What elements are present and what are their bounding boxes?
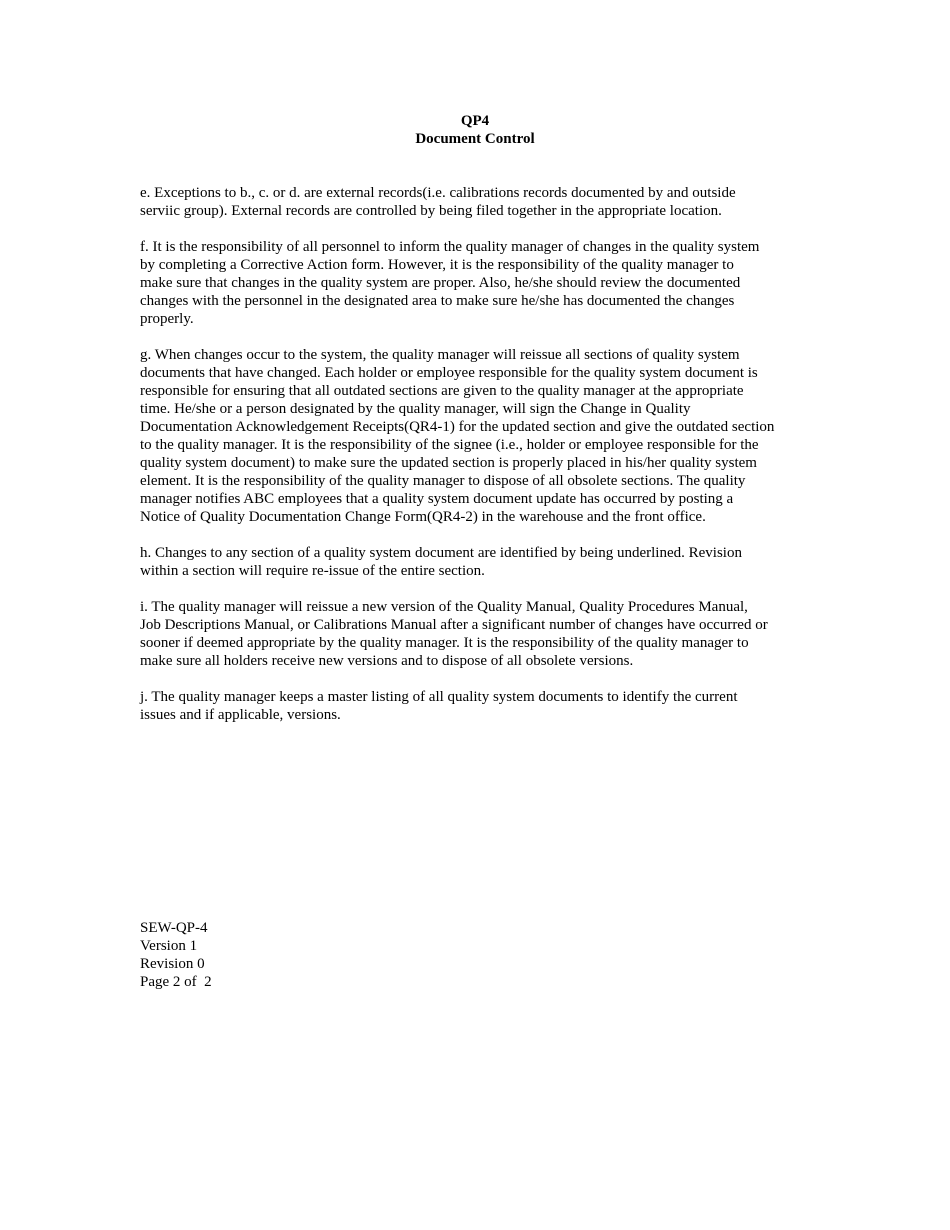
footer-revision: Revision 0 (140, 956, 205, 972)
footer-version: Version 1 (140, 938, 198, 954)
document-footer (140, 919, 212, 991)
paragraph-g: g. When changes occur to the system, the quality manager will reissue all sections of quality system documents that have changed. Each holder or employee responsible for the quality system document is responsible for ensuring that all outdated sections are given to the quality manager at the appropriate time. He/she or a person designated by the quality manager, will sign the Change in Quality Documentation Acknowledgement Receipts(QR4-1) for the updated section and give the outdated section to the quality manager. It is the responsibility of the signee (i.e., holder or employee responsible for the quality system document) to make sure the updated section is properly placed in his/her quality system element. It is the responsibility of the quality manager to dispose of all obsolete sections. The quality manager notifies ABC employees that a quality system document update has occurred by posting a Notice of Quality Documentation Change Form(QR4-2) in the warehouse and the front office. (140, 347, 775, 525)
document-title: Document Control (415, 131, 535, 147)
paragraph-i: i. The quality manager will reissue a new version of the Quality Manual, Quality Procedures Manual, Job Descriptions Manual, or Calibrations Manual after a significant number of changes have occurred or sooner if deemed appropriate by the quality manager. It is the responsibility of the quality manager to make sure all holders receive new versions and to dispose of all obsolete versions. (140, 599, 768, 669)
document-header (140, 112, 810, 148)
paragraph-h: h. Changes to any section of a quality system document are identified by being underlined. Revision within a section will require re-issue of the entire section. (140, 545, 742, 579)
document-code: QP4 (460, 113, 490, 129)
paragraph-e: e. Exceptions to b., c. or d. are external records(i.e. calibrations records documented by and outside serviic group). External records are controlled by being filed together in the appropriate location. (140, 185, 736, 219)
paragraph-f: f. It is the responsibility of all personnel to inform the quality manager of changes in the quality system by completing a Corrective Action form. However, it is the responsibility of the quality manager to make sure that changes in the quality system are proper. Also, he/she should review the documented changes with the personnel in the designated area to make sure he/she has documented the changes properly. (140, 239, 760, 327)
footer-page-number: Page 2 of 2 (140, 974, 212, 990)
document-body (140, 184, 812, 742)
paragraph-j: j. The quality manager keeps a master listing of all quality system documents to identify the current issues and if applicable, versions. (140, 689, 738, 723)
footer-doc-id: SEW-QP-4 (140, 920, 208, 936)
